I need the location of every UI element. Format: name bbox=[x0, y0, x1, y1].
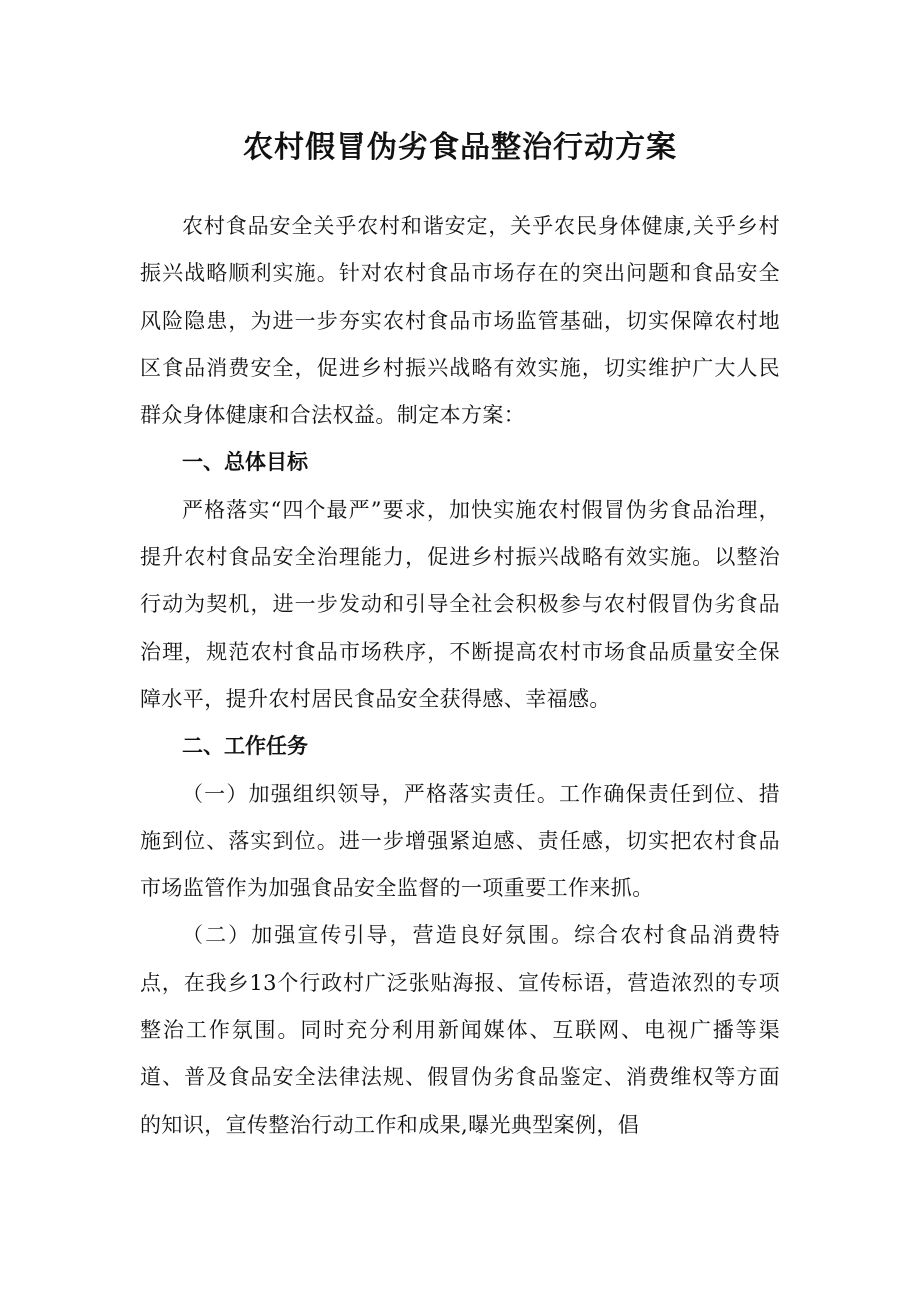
section-heading-tasks: 二、工作任务 bbox=[182, 734, 308, 759]
document-title: 农村假冒伪劣食品整治行动方案 bbox=[243, 130, 677, 165]
goals-paragraph: 严格落实“四个最严”要求，加快实施农村假冒伪劣食品治理，提升农村食品安全治理能力，促进乡村振兴战略有效实施。以整治行动为契机，进一步发动和引导全社会积极参与农村假冒伪劣食品治理，规范农村食品市场秩序，不断提高农村市场食品质量安全保障水平，提升农村居民食品安全获得感、幸福感。 bbox=[140, 497, 780, 711]
section-heading-goals: 一、总体目标 bbox=[182, 450, 308, 475]
task-item-2: （二）加强宣传引导，营造良好氛围。综合农村食品消费特点，在我乡13个行政村广泛张贴海报、宣传标语，营造浓烈的专项整治工作氛围。同时充分利用新闻媒体、互联网、电视广播等渠道、普及食品安全法律法规、假冒伪劣食品鉴定、消费维权等方面的知识，宣传整治行动工作和成果,曝光典型案例，倡 bbox=[140, 923, 780, 1137]
task-item-1: （一）加强组织领导，严格落实责任。工作确保责任到位、措施到位、落实到位。进一步增强紧迫感、责任感，切实把农村食品市场监管作为加强食品安全监督的一项重要工作来抓。 bbox=[140, 781, 780, 901]
document-body bbox=[140, 203, 780, 1149]
intro-paragraph: 农村食品安全关乎农村和谐安定，关乎农民身体健康,关乎乡村振兴战略顺利实施。针对农村食品市场存在的突出问题和食品安全风险隐患，为进一步夯实农村食品市场监管基础，切实保障农村地区食品消费安全，促进乡村振兴战略有效实施，切实维护广大人民群众身体健康和合法权益。制定本方案： bbox=[140, 214, 780, 428]
